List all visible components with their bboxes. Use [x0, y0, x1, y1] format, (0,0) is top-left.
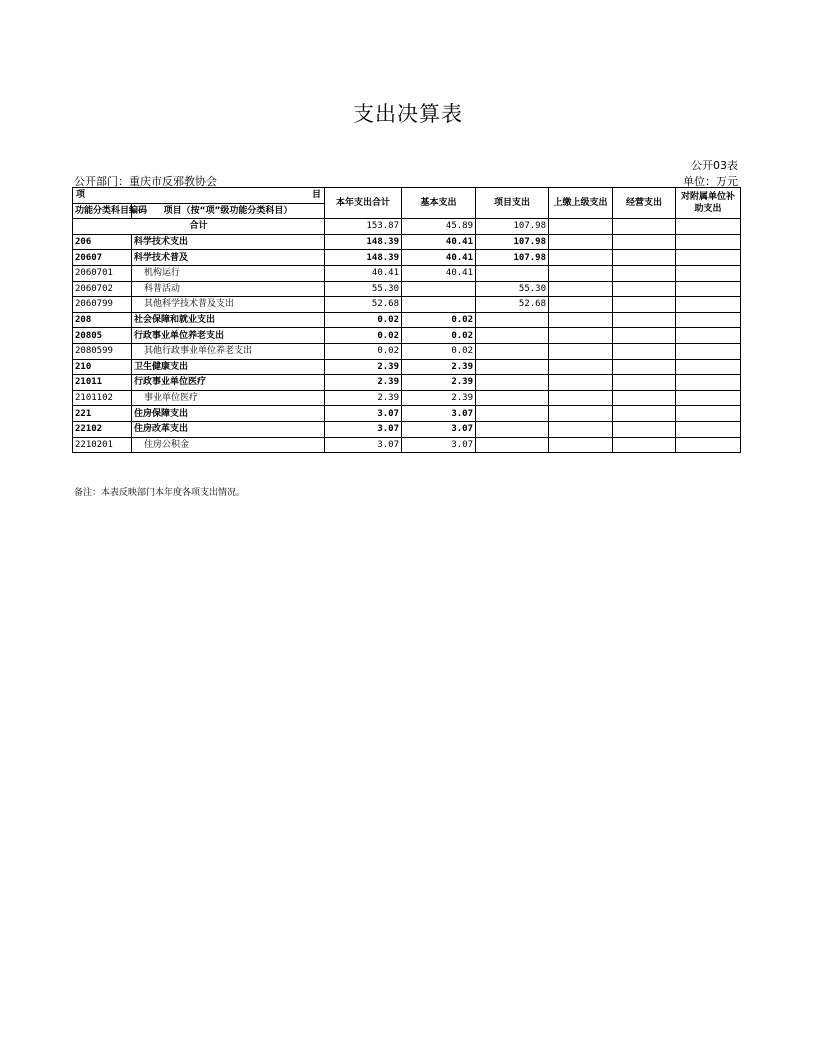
row-name: 住房改革支出 [132, 421, 325, 437]
row-project: 107.98 [476, 250, 549, 266]
table-row [73, 219, 741, 235]
table-row [73, 421, 741, 437]
col-name-header: 项目（按“项”级功能分类科目） [132, 203, 325, 219]
row-upper [549, 437, 613, 453]
row-total: 3.07 [325, 421, 402, 437]
row-subsidiary [676, 343, 741, 359]
row-upper [549, 265, 613, 281]
col-project-header: 项目支出 [476, 188, 549, 219]
row-basic [402, 297, 476, 313]
table-row [73, 328, 741, 344]
row-subsidiary [676, 234, 741, 250]
row-name: 科学技术支出 [132, 234, 325, 250]
row-project [476, 421, 549, 437]
row-business [613, 390, 676, 406]
row-subsidiary [676, 375, 741, 391]
row-basic: 0.02 [402, 328, 476, 344]
row-project: 52.68 [476, 297, 549, 313]
row-subsidiary [676, 281, 741, 297]
item-header-cell [73, 188, 325, 204]
col-total-header: 本年支出合计 [325, 188, 402, 219]
row-name: 科普活动 [132, 281, 325, 297]
row-basic: 2.39 [402, 375, 476, 391]
row-name: 其他科学技术普及支出 [132, 297, 325, 313]
row-name: 住房公积金 [132, 437, 325, 453]
row-project [476, 312, 549, 328]
row-subsidiary [676, 219, 741, 235]
row-code: 2060799 [73, 297, 132, 313]
table-row [73, 359, 741, 375]
row-business [613, 375, 676, 391]
row-code: 20607 [73, 250, 132, 266]
row-project [476, 390, 549, 406]
row-name: 社会保障和就业支出 [132, 312, 325, 328]
row-basic: 2.39 [402, 390, 476, 406]
table-note: 备注：本表反映部门本年度各项支出情况。 [74, 488, 246, 498]
row-basic: 45.89 [402, 219, 476, 235]
row-project [476, 437, 549, 453]
row-code: 2060702 [73, 281, 132, 297]
page-title: 支出决算表 [353, 102, 463, 126]
total-row-label: 合计 [73, 219, 325, 235]
row-name: 事业单位医疗 [132, 390, 325, 406]
row-total: 3.07 [325, 406, 402, 422]
row-upper [549, 406, 613, 422]
table-row [73, 234, 741, 250]
table-row [73, 343, 741, 359]
row-name: 行政事业单位养老支出 [132, 328, 325, 344]
row-subsidiary [676, 328, 741, 344]
unit-label: 单位：万元 [683, 175, 738, 188]
item-header-left: 项 [76, 190, 86, 200]
row-total: 0.02 [325, 312, 402, 328]
row-upper [549, 375, 613, 391]
row-basic: 40.41 [402, 234, 476, 250]
row-name: 科学技术普及 [132, 250, 325, 266]
row-upper [549, 359, 613, 375]
row-code: 22102 [73, 421, 132, 437]
table-row [73, 297, 741, 313]
row-upper [549, 390, 613, 406]
row-basic: 3.07 [402, 421, 476, 437]
table-row [73, 281, 741, 297]
row-name: 住房保障支出 [132, 406, 325, 422]
row-code: 2210201 [73, 437, 132, 453]
row-business [613, 437, 676, 453]
table-row [73, 250, 741, 266]
row-code: 2101102 [73, 390, 132, 406]
row-business [613, 219, 676, 235]
col-code-header: 功能分类科目编码 [73, 203, 132, 219]
row-business [613, 343, 676, 359]
row-code: 210 [73, 359, 132, 375]
col-basic-header: 基本支出 [402, 188, 476, 219]
table-row [73, 406, 741, 422]
row-project [476, 406, 549, 422]
expenditure-table [72, 187, 741, 453]
row-basic: 2.39 [402, 359, 476, 375]
row-business [613, 234, 676, 250]
row-upper [549, 343, 613, 359]
row-subsidiary [676, 359, 741, 375]
row-total: 148.39 [325, 234, 402, 250]
row-total: 52.68 [325, 297, 402, 313]
row-project: 107.98 [476, 219, 549, 235]
row-basic: 40.41 [402, 250, 476, 266]
row-subsidiary [676, 406, 741, 422]
row-basic: 3.07 [402, 406, 476, 422]
row-project [476, 265, 549, 281]
table-row [73, 390, 741, 406]
row-business [613, 297, 676, 313]
table-row [73, 265, 741, 281]
department-label: 公开部门：重庆市反邪教协会 [74, 175, 217, 188]
row-subsidiary [676, 265, 741, 281]
row-subsidiary [676, 250, 741, 266]
row-upper [549, 281, 613, 297]
row-total: 40.41 [325, 265, 402, 281]
table-row [73, 312, 741, 328]
row-subsidiary [676, 297, 741, 313]
row-project [476, 375, 549, 391]
row-business [613, 250, 676, 266]
row-upper [549, 219, 613, 235]
col-upper-header: 上缴上级支出 [549, 188, 613, 219]
row-upper [549, 234, 613, 250]
row-basic: 0.02 [402, 343, 476, 359]
row-name: 机构运行 [132, 265, 325, 281]
row-code: 221 [73, 406, 132, 422]
row-upper [549, 297, 613, 313]
row-total: 2.39 [325, 359, 402, 375]
row-code: 21011 [73, 375, 132, 391]
row-project [476, 343, 549, 359]
row-basic: 3.07 [402, 437, 476, 453]
row-total: 153.87 [325, 219, 402, 235]
col-business-header: 经营支出 [613, 188, 676, 219]
row-business [613, 406, 676, 422]
row-upper [549, 312, 613, 328]
form-number: 公开03表 [691, 159, 738, 172]
row-basic: 40.41 [402, 265, 476, 281]
row-total: 0.02 [325, 343, 402, 359]
row-project: 107.98 [476, 234, 549, 250]
row-total: 3.07 [325, 437, 402, 453]
row-upper [549, 328, 613, 344]
row-business [613, 359, 676, 375]
row-project [476, 359, 549, 375]
row-total: 0.02 [325, 328, 402, 344]
row-business [613, 265, 676, 281]
row-basic [402, 281, 476, 297]
row-subsidiary [676, 390, 741, 406]
row-subsidiary [676, 312, 741, 328]
row-code: 2060701 [73, 265, 132, 281]
row-upper [549, 250, 613, 266]
row-basic: 0.02 [402, 312, 476, 328]
table-row [73, 437, 741, 453]
row-total: 2.39 [325, 375, 402, 391]
row-code: 20805 [73, 328, 132, 344]
row-total: 55.30 [325, 281, 402, 297]
row-business [613, 281, 676, 297]
row-code: 206 [73, 234, 132, 250]
row-name: 行政事业单位医疗 [132, 375, 325, 391]
row-code: 2080599 [73, 343, 132, 359]
row-name: 其他行政事业单位养老支出 [132, 343, 325, 359]
table-header-top [73, 188, 741, 204]
row-subsidiary [676, 437, 741, 453]
row-code: 208 [73, 312, 132, 328]
row-total: 2.39 [325, 390, 402, 406]
row-upper [549, 421, 613, 437]
row-project: 55.30 [476, 281, 549, 297]
row-subsidiary [676, 421, 741, 437]
row-business [613, 312, 676, 328]
row-business [613, 328, 676, 344]
row-name: 卫生健康支出 [132, 359, 325, 375]
row-project [476, 328, 549, 344]
table-row [73, 375, 741, 391]
item-header-right: 目 [311, 190, 321, 200]
row-business [613, 421, 676, 437]
col-subsidiary-header: 对附属单位补助支出 [676, 188, 741, 219]
row-total: 148.39 [325, 250, 402, 266]
